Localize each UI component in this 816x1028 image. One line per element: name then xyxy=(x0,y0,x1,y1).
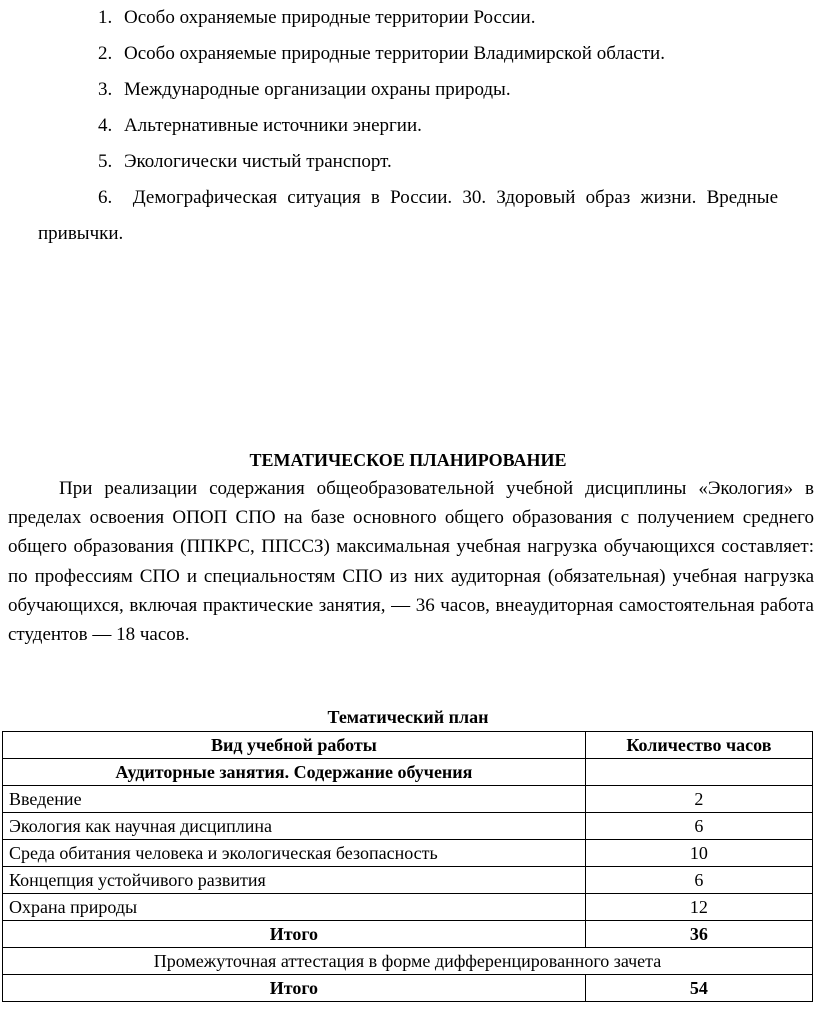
table-row xyxy=(3,840,813,867)
list-item xyxy=(38,108,816,144)
table-header-row xyxy=(3,732,813,759)
list-item-text: Демографическая ситуация в России. 30. Здоровый образ жизни. Вредные привычки. xyxy=(38,187,779,244)
list-item-number: 4. xyxy=(98,115,113,136)
list-item-number: 1. xyxy=(98,7,113,28)
attestation-label: Промежуточная аттестация в форме дифференцированного зачета xyxy=(3,948,813,975)
list-item xyxy=(38,144,816,180)
numbered-topic-list xyxy=(38,0,816,252)
table-row xyxy=(3,813,813,840)
list-item xyxy=(38,180,816,252)
row-hours: 10 xyxy=(585,840,812,867)
list-item-text: Особо охраняемые природные территории Владимирской области. xyxy=(124,43,665,64)
row-topic: Охрана природы xyxy=(3,894,586,921)
table-row xyxy=(3,786,813,813)
total-label: Итого xyxy=(3,975,586,1002)
table-subtotal-row xyxy=(3,921,813,948)
row-hours: 12 xyxy=(585,894,812,921)
table-attestation-row xyxy=(3,948,813,975)
row-topic: Среда обитания человека и экологическая безопасность xyxy=(3,840,586,867)
thematic-plan-table xyxy=(2,731,813,1002)
row-topic: Экология как научная дисциплина xyxy=(3,813,586,840)
row-topic: Введение xyxy=(3,786,586,813)
list-item-number: 3. xyxy=(98,79,113,100)
total-hours: 54 xyxy=(585,975,812,1002)
list-item xyxy=(38,0,816,36)
section-title: ТЕМАТИЧЕСКОЕ ПЛАНИРОВАНИЕ xyxy=(249,450,567,470)
subtotal-hours: 36 xyxy=(585,921,812,948)
list-item-number: 2. xyxy=(98,43,113,64)
table-total-row xyxy=(3,975,813,1002)
list-item-number: 5. xyxy=(98,151,113,172)
list-item xyxy=(38,36,816,72)
table-caption: Тематический план xyxy=(327,707,489,727)
table-row xyxy=(3,894,813,921)
list-item-text-wrapped xyxy=(38,180,778,252)
list-item-text: Альтернативные источники энергии. xyxy=(124,115,422,136)
row-hours: 2 xyxy=(585,786,812,813)
list-item xyxy=(38,72,816,108)
list-item-number: 6. xyxy=(98,187,113,208)
row-topic: Концепция устойчивого развития xyxy=(3,867,586,894)
subtotal-label: Итого xyxy=(3,921,586,948)
list-item-text: Особо охраняемые природные территории России. xyxy=(124,7,536,28)
section-paragraph: При реализации содержания общеобразовательной учебной дисциплины «Экология» в пределах освоения ОПОП СПО на базе основного общего образования с получением среднего общего образования (ППКРС, ППССЗ) максимальная учебная нагрузка обучающихся составляет: по профессиям СПО и специальностям СПО из них аудиторная (обязательная) учебная нагрузка обучающихся, включая практические занятия, — 36 часов, внеаудиторная самостоятельная работа студентов — 18 часов. xyxy=(8,478,814,646)
list-item-text: Экологически чистый транспорт. xyxy=(124,151,392,172)
row-hours: 6 xyxy=(585,813,812,840)
subheader-label: Аудиторные занятия. Содержание обучения xyxy=(3,759,586,786)
header-work-type: Вид учебной работы xyxy=(3,732,586,759)
table-row xyxy=(3,867,813,894)
table-subheader-row xyxy=(3,759,813,786)
subheader-hours-empty xyxy=(585,759,812,786)
list-item-text: Международные организации охраны природы. xyxy=(124,79,511,100)
header-hours: Количество часов xyxy=(585,732,812,759)
row-hours: 6 xyxy=(585,867,812,894)
